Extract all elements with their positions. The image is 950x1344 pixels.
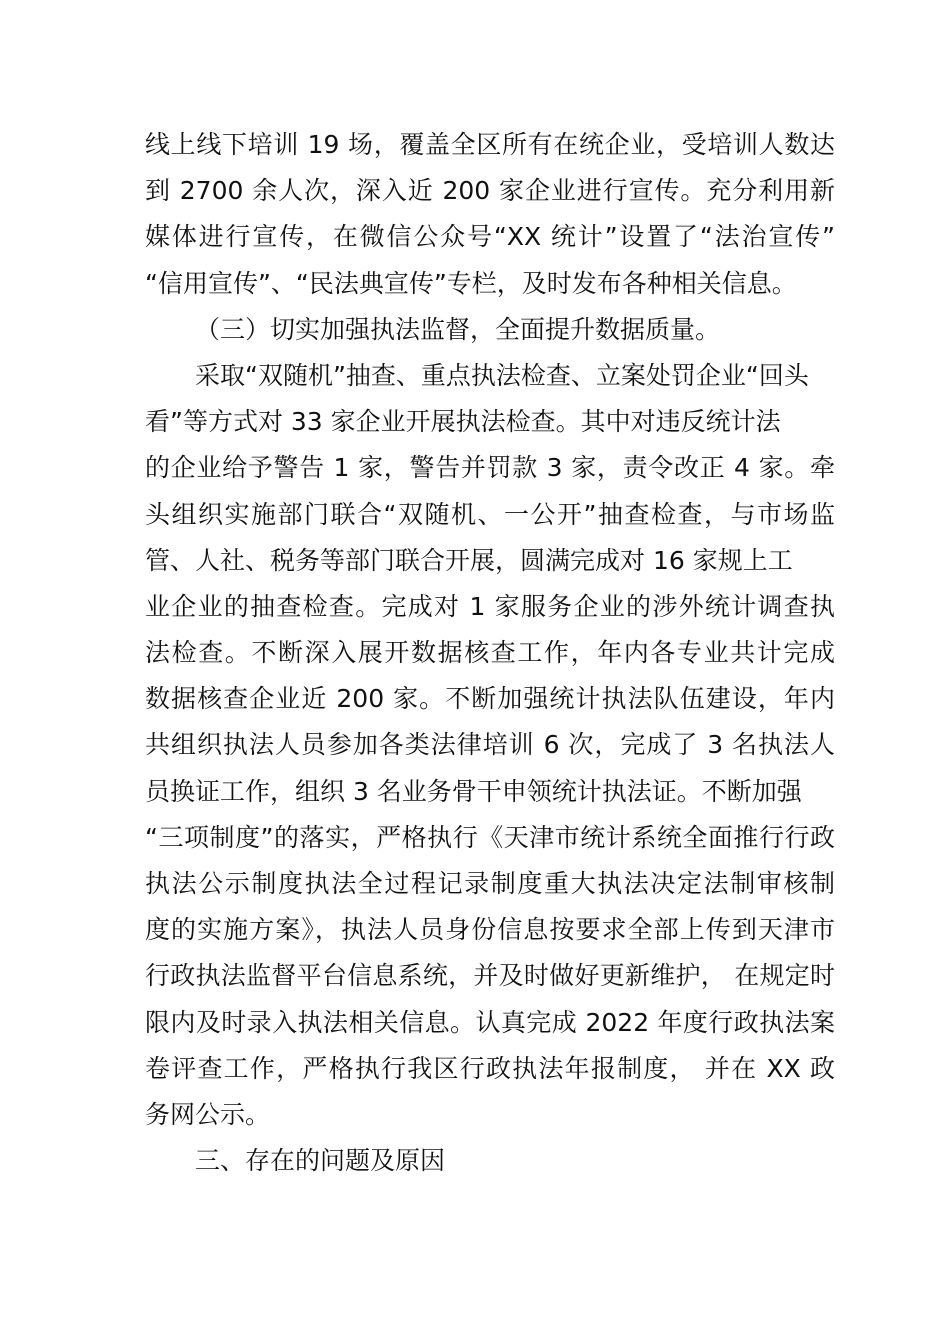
paragraph-line: 头组织实施部门联合“双随机、一公开”抽查检查，与市场监 — [145, 499, 835, 529]
paragraph-line: 务网公示。 — [145, 1099, 271, 1129]
paragraph-line: 执法公示制度执法全过程记录制度重大执法决定法制审核制 — [145, 869, 835, 898]
paragraph-line: 数据核查企业近 200 家。不断加强统计执法队伍建设，年内 — [145, 684, 835, 714]
paragraph-line: 度的实施方案》，执法人员身份信息按要求全部上传到天津市 — [145, 915, 835, 945]
paragraph-line: 员换证工作，组织 3 名业务骨干申领统计执法证。不断加强 — [145, 776, 802, 806]
body-text — [145, 122, 835, 1184]
paragraph-line: 线上线下培训 19 场，覆盖全区所有在统企业，受培训人数达 — [145, 130, 835, 159]
paragraph-line: “信用宣传”、“民法典宣传”专栏，及时发布各种相关信息。 — [145, 268, 797, 298]
paragraph-line: 媒体进行宣传，在微信公众号“XX 统计”设置了“法治宣传” — [145, 222, 835, 252]
paragraph-line: 采取“双随机”抽查、重点执法检查、立案处罚企业“回头 — [195, 360, 809, 390]
paragraph-line: 的企业给予警告 1 家，警告并罚款 3 家，责令改正 4 家。牵 — [145, 453, 835, 483]
paragraph-line: 限内及时录入执法相关信息。认真完成 2022 年度行政执法案 — [145, 1007, 835, 1037]
paragraph-line: 共组织执法人员参加各类法律培训 6 次，完成了 3 名执法人 — [145, 730, 835, 760]
paragraph-line: “三项制度”的落实，严格执行《天津市统计系统全面推行行政 — [145, 822, 835, 852]
paragraph-line: 卷评查工作，严格执行我区行政执法年报制度， 并在 XX 政 — [145, 1053, 835, 1083]
paragraph-line: 业企业的抽查检查。完成对 1 家服务企业的涉外统计调查执 — [145, 591, 835, 621]
section-heading: 三、存在的问题及原因 — [195, 1146, 446, 1176]
paragraph-line: 看”等方式对 33 家企业开展执法检查。其中对违反统计法 — [145, 407, 781, 437]
section-heading: （三）切实加强执法监督，全面提升数据质量。 — [195, 314, 721, 344]
paragraph-line: 管、人社、税务等部门联合开展，圆满完成对 16 家规上工 — [145, 545, 793, 575]
paragraph-line: 到 2700 余人次，深入近 200 家企业进行宣传。充分利用新 — [145, 176, 835, 206]
paragraph-line: 行政执法监督平台信息系统，并及时做好更新维护， 在规定时 — [145, 961, 835, 991]
paragraph-line: 法检查。不断深入展开数据核查工作，年内各专业共计完成 — [145, 638, 835, 668]
